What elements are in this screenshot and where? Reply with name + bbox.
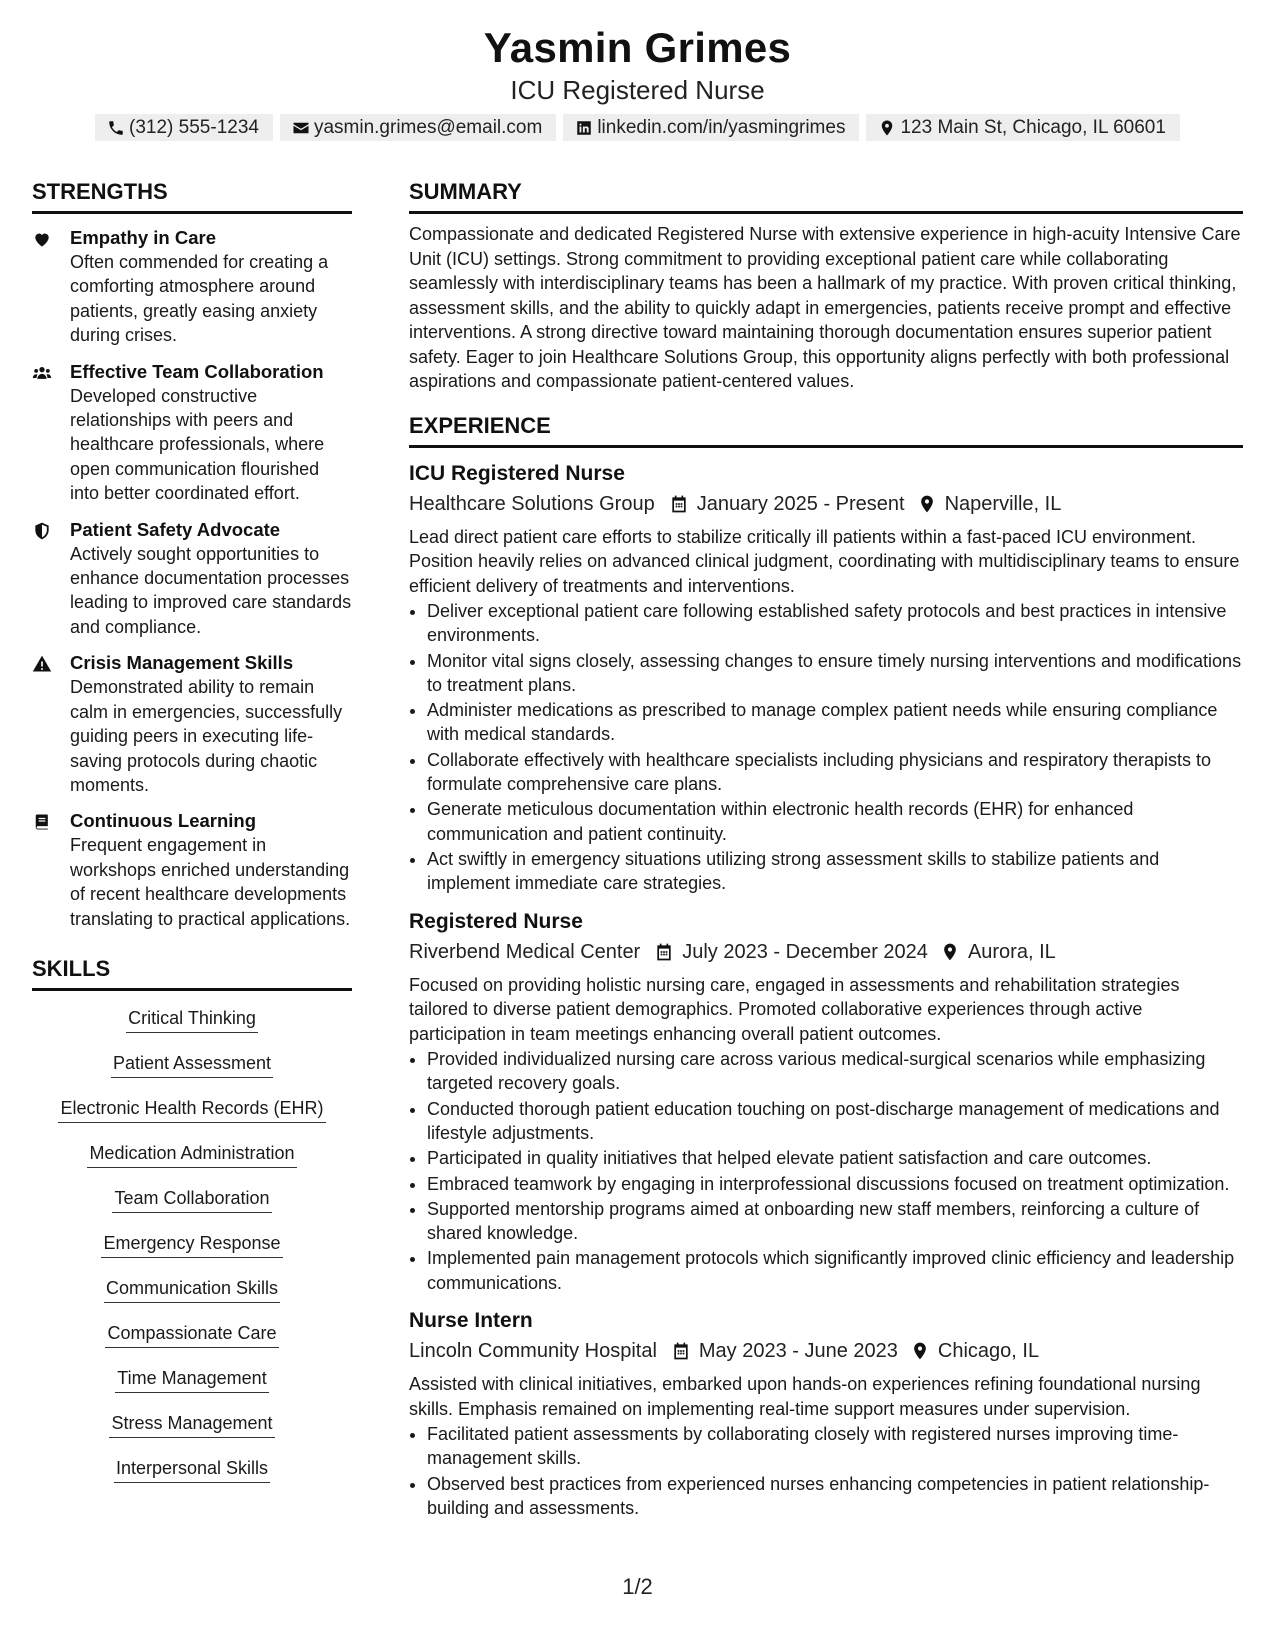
job-bullet: • Supported mentorship programs aimed at onboarding new staff members, reinforcing a culture of shared knowledge.: [427, 1197, 1243, 1246]
skill-tag: Communication Skills: [104, 1276, 280, 1303]
job-bullets: [409, 1047, 1243, 1295]
strength-item: [32, 226, 352, 348]
strength-item: [32, 809, 352, 931]
summary-heading: SUMMARY: [409, 178, 1243, 214]
strength-desc: Often commended for creating a comforting atmosphere around patients, greatly easing anxiety during crises.: [70, 252, 329, 346]
contact-linkedin[interactable]: [563, 114, 859, 141]
skill-tag: Patient Assessment: [111, 1051, 273, 1078]
strength-title: Patient Safety Advocate: [70, 518, 281, 540]
job-bullet: • Act swiftly in emergency situations utilizing strong assessment skills to stabilize patients and implement immediate care strategies.: [427, 847, 1243, 896]
contact-phone-text: (312) 555-1234: [129, 116, 259, 138]
strength-desc: Developed constructive relationships with peers and healthcare professionals, where open communication flourished into better coordinated effort.: [70, 385, 325, 504]
job-company: Riverbend Medical Center: [409, 940, 641, 963]
resume-header: [0, 22, 1275, 141]
job-bullet: • Monitor vital signs closely, assessing changes to ensure timely nursing interventions and modifications to treatment plans.: [427, 649, 1243, 698]
map-pin-icon: [940, 942, 960, 962]
left-column: [32, 178, 352, 1496]
job-bullet: • Provided individualized nursing care across various medical-surgical scenarios while emphasizing targeted recovery goals.: [427, 1047, 1243, 1096]
skill-tag: Critical Thinking: [126, 1006, 258, 1033]
job-bullets: [409, 599, 1243, 896]
skill-tag: Electronic Health Records (EHR): [58, 1096, 325, 1123]
job-bullet: • Participated in quality initiatives that helped elevate patient satisfaction and care outcomes.: [427, 1146, 1243, 1170]
job-company: Lincoln Community Hospital: [409, 1340, 657, 1363]
job-meta: [409, 489, 1243, 519]
map-pin-icon: [910, 1341, 930, 1361]
job-description: Assisted with clinical initiatives, embarked upon hands-on experiences refining foundational nursing skills. Emphasis remained on implementing real-time support measures under supervision.: [409, 1374, 1201, 1419]
job-bullet: • Generate meticulous documentation within electronic health records (EHR) for enhanced communication and patient continuity.: [427, 797, 1243, 846]
warning-icon: [32, 654, 52, 674]
map-pin-icon: [917, 494, 937, 514]
linkedin-icon: [575, 119, 593, 137]
strength-title: Continuous Learning: [70, 810, 257, 832]
contact-linkedin-text: linkedin.com/in/yasmingrimes: [597, 116, 846, 138]
right-column: [409, 178, 1243, 1521]
contact-email[interactable]: [280, 114, 556, 141]
strengths-heading: STRENGTHS: [32, 178, 352, 214]
job-bullet: • Implemented pain management protocols which significantly improved clinic efficiency and leadership communications.: [427, 1246, 1243, 1295]
job-meta: [409, 1336, 1243, 1366]
contact-email-text: yasmin.grimes@email.com: [313, 116, 543, 138]
skill-tag: Compassionate Care: [105, 1321, 278, 1348]
strength-item: [32, 518, 352, 640]
job-entry: [409, 460, 1243, 896]
skills-heading: SKILLS: [32, 955, 352, 991]
skill-tag: Emergency Response: [101, 1231, 282, 1258]
job-location: Aurora, IL: [967, 940, 1056, 963]
job-bullet: • Facilitated patient assessments by collaborating closely with registered nurses improving time-management skills.: [427, 1422, 1243, 1471]
job-company: Healthcare Solutions Group: [409, 492, 655, 515]
job-description: Lead direct patient care efforts to stabilize critically ill patients within a fast-paced ICU environment. Position heavily relies on advanced clinical judgment, coordinating with multidisciplinary teams to ensure efficient delivery of treatments and interventions.: [409, 526, 1240, 596]
job-bullets: [409, 1422, 1243, 1520]
strength-desc: Actively sought opportunities to enhance documentation processes leading to improved care standards and compliance.: [70, 543, 352, 637]
calendar-icon: [669, 494, 689, 514]
strength-title: Effective Team Collaboration: [70, 360, 324, 382]
strength-desc: Demonstrated ability to remain calm in emergencies, successfully guiding peers in executing life-saving protocols during chaotic moments.: [70, 677, 343, 795]
job-title: ICU Registered Nurse: [409, 461, 625, 485]
summary-text: Compassionate and dedicated Registered Nurse with extensive experience in high-acuity Intensive Care Unit (ICU) settings. Strong commitment to providing exceptional patient care while collaborating seamlessly with interdisciplinary teams has been a hallmark of my practice. With proven critical thinking, assessment skills, and the ability to quickly adapt in emergencies, patients receive prompt and effective interventions. A strong directive toward maintaining thorough documentation ensures superior patient safety. Eager to join Healthcare Solutions Group, this opportunity aligns perfectly with both professional aspirations and compassionate patient-centered values.: [409, 224, 1241, 391]
strength-title: Empathy in Care: [70, 227, 216, 248]
job-bullet: • Embraced teamwork by engaging in interprofessional discussions focused on treatment optimization.: [427, 1172, 1243, 1196]
skill-tag: Stress Management: [109, 1411, 274, 1438]
job-bullet: • Conducted thorough patient education touching on post-discharge management of medications and lifestyle adjustments.: [427, 1097, 1243, 1146]
job-title: Registered Nurse: [409, 909, 583, 933]
job-dates: July 2023 - December 2024: [682, 940, 928, 963]
job-bullet: • Administer medications as prescribed to manage complex patient needs while ensuring compliance with medical standards.: [427, 698, 1243, 747]
contact-address-text: 123 Main St, Chicago, IL 60601: [900, 116, 1166, 138]
job-bullet: • Deliver exceptional patient care following established safety protocols and best practices in intensive environments.: [427, 599, 1243, 648]
contact-address: [866, 114, 1179, 141]
job-meta: [409, 937, 1243, 967]
skill-tag: Interpersonal Skills: [114, 1456, 270, 1483]
job-location: Chicago, IL: [937, 1340, 1040, 1363]
page-number: 1/2: [622, 1574, 653, 1599]
skill-tag: Medication Administration: [87, 1141, 296, 1168]
job-dates: May 2023 - June 2023: [698, 1340, 898, 1363]
strength-desc: Frequent engagement in workshops enriched understanding of recent healthcare developments translating to practical applications.: [70, 835, 351, 929]
experience-heading: EXPERIENCE: [409, 412, 1243, 448]
job-bullet: • Observed best practices from experienced nurses enhancing competencies in patient relationship-building and assessments.: [427, 1472, 1243, 1521]
candidate-role: ICU Registered Nurse: [510, 75, 765, 105]
skills-list: [32, 1001, 352, 1496]
strength-title: Crisis Management Skills: [70, 652, 294, 674]
job-title: Nurse Intern: [409, 1309, 533, 1333]
strength-item: [32, 360, 352, 506]
calendar-icon: [654, 942, 674, 962]
candidate-name: Yasmin Grimes: [483, 24, 792, 71]
job-bullet: • Collaborate effectively with healthcare specialists including physicians and respiratory therapists to formulate comprehensive care plans.: [427, 748, 1243, 797]
envelope-icon: [292, 119, 310, 137]
heart-icon: [32, 229, 52, 249]
phone-icon: [107, 119, 125, 137]
skill-tag: Team Collaboration: [112, 1186, 271, 1213]
users-icon: [32, 363, 52, 383]
contact-phone[interactable]: [95, 114, 273, 141]
job-location: Naperville, IL: [944, 492, 1062, 515]
job-entry: [409, 908, 1243, 1295]
skill-tag: Time Management: [115, 1366, 268, 1393]
job-description: Focused on providing holistic nursing care, engaged in assessments and rehabilitation strategies tailored to diverse patient demographics. Promoted collaborative experiences through active participation in team meetings enhancing overall patient outcomes.: [409, 974, 1180, 1044]
job-entry: [409, 1307, 1243, 1520]
shield-icon: [32, 521, 52, 541]
calendar-icon: [671, 1341, 691, 1361]
book-icon: [32, 812, 52, 832]
contact-bar: [0, 114, 1275, 141]
map-pin-icon: [878, 119, 896, 137]
strength-item: [32, 651, 352, 797]
job-dates: January 2025 - Present: [696, 492, 905, 515]
